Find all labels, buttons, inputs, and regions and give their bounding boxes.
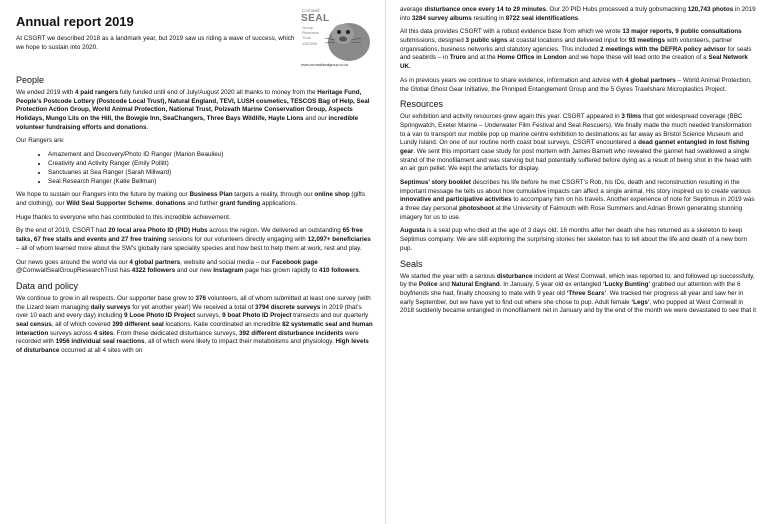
data-policy-heading: Data and policy [16, 280, 79, 291]
people-paragraph-2: We hope to sustain our Rangers into the future by making our Business Plan targets a reality, through our online shop (gifts and clothing), our Wild Seal Supporter Scheme, donations and further grant funding applications. [16, 191, 366, 208]
continued-paragraph: average disturbance once every 14 to 29 minutes. Our 20 PID Hubs processed a truly gobsmacking 120,743 photos in 2019 into 3284 survey albums resulting in 8722 seal identifications. [400, 6, 756, 22]
policy-paragraph-1: All this data provides CSGRT with a robust evidence base from which we wrote 13 major reports, 9 public consultations submissions, designed 3 public signs at coastal locations and delivered input for 93 meetings with volunteers, partner organisations, business networks and statutory agencies. This included 2 meetings with the DEFRA policy advisor for seals and seabirds – in Truro and at the Home Office in London and we hope these will lead onto the creation of a Seal Network UK. [400, 28, 752, 71]
title-block [16, 6, 301, 57]
list-item: • Creativity and Activity Ranger (Emily Pollitt) [48, 160, 373, 169]
rangers-list [16, 151, 373, 186]
people-paragraph-5: Our news goes around the world via our 4 global partners, website and social media – our Facebook page @CornwallSealGroupResearchTrust has 4322 followers and our new Instagram page has grown rapidly to 410 followers. [16, 258, 361, 275]
logo-subtitle-text: Group Research Trust 1152896 [302, 25, 320, 46]
logo-url-text: www.cornwallsealgroup.co.uk [301, 63, 349, 67]
seal-icon [321, 12, 373, 64]
list-item: • Seal Research Ranger (Katie Bellman) [48, 178, 373, 187]
people-paragraph-3: Huge thanks to everyone who has contributed to this incredible achievement. [16, 213, 231, 221]
resources-paragraph-3: Augusta is a seal pup who died at the age of 3 days old. 16 months after her death she has returned as a skeleton to keep Septimus company. We are still exploring the surprising stories her skeleton has to tell about the life and death of a new born pup. [400, 227, 747, 252]
page-title: Annual report 2019 [16, 14, 134, 29]
people-paragraph-1: We ended 2019 with 4 paid rangers fully funded until end of July/August 2020 all thanks to money from the Heritage Fund, People’s Postcode Lottery (Postcode Local Trust), Natural England, TEVI, LUSH cosmetics, TESCOS Bag of Help, Seal Protection Action Group, World Animal Protection, National Trust, Polzeath Marine Conservation Group, Aspects Holidays, Mungo Lils on the Hill, the Bowgie Inn, SeaChangers, Three Bays Wildlife, Hayle Lions and our incredible volunteer fundraising efforts and donations. [16, 89, 370, 131]
rangers-intro: Our Rangers are: [16, 137, 65, 145]
list-item: • Amazement and Discovery/Photo ID Ranger (Marion Beaulieu) [48, 151, 373, 160]
people-heading: People [16, 75, 45, 85]
logo-seal-text: SEAL [301, 13, 330, 24]
resources-paragraph-1: Our exhibition and activity resources grew again this year. CSGRT appeared in 3 films that got widespread coverage (BBC Springwatch, Exeter Marine – Underwater Film Festival and Seal Rescuers). We finally made the much needed transformation to a van to transport our mobile pop up marine centre exhibition to destinations as far away as Bristol Science Museum and Lundy Island. On one of our routine north coast boat surveys, CSGRT encountered a dead gannet entangled in lost fishing gear. We sent this important case study for post mortem with James Barnett who revealed the gannet had swallowed a single strand of the monofilament and was starving but had potentially suffered before dying as a result of being shot in the head with an air gun pellet. We kept the artefacts for display. [400, 113, 752, 173]
intro-paragraph: At CSGRT we described 2018 as a landmark year, but 2019 saw us riding a wave of success, which we hope to sustain into 2020. [16, 35, 295, 51]
data-paragraph-1: We continue to grow in all respects. Our supporter base grew to 376 volunteers, all of whom submitted at least one survey (with the Lizard team managing daily surveys for yet another year!) We received a total of 3794 discrete surveys in 2019 (that’s over 10 each and every day) including 9 Looe Photo ID Project surveys, 9 boat Photo ID Project transects and our quarterly seal census, all of which covered 399 different seal locations. Katie coordinated an incredible 82 systematic seal and human interaction surveys across 4 sites. From these dedicated disturbance surveys, 392 different disturbance incidents were recorded with 1956 individual seal reactions, all of which were likely to impact their metabolisms and physiology. High levels of disturbance occurred at all 4 sites with on [16, 294, 373, 354]
logo-cornwall-text: Cornwall [302, 8, 320, 13]
seals-heading: Seals [400, 258, 423, 269]
resources-paragraph-2: Septimus’ story booklet describes his life before he met CSGRT’s Rob, his IDs, death and reconstruction resulting in the important message he tells us about how cumulative impacts can affect a single animal. His story inspired us to create various innovative and participative activities to accompany him on his travels. Another experience of note for Septimus in 2019 was a three day personal photoshoot at the University of Falmouth with Rose Summers and Adrian Brown generating stunning imagery for us to use. [400, 179, 755, 221]
seals-paragraph-1: We started the year with a serious disturbance incident at West Cornwall, which was reported to, and followed up successfully, by the Police and Natural England. In January, 5 year old ex entangled ‘Lucky Bunting’ grabbed our attention with the 6 boyfriends she had, finally choosing to mate with 9 year old ‘Three Scars’. We tracked her progress all year and saw her in early September, but we have yet to find out where she chose to pup. Adult female ‘Legs’, who pupped at West Cornwall in 2018 suddenly became entangled in monofilament net in January and by the end of the month we were devastated to see that it [400, 272, 757, 315]
people-paragraph-4: By the end of 2019, CSGRT had 20 local area Photo ID (PID) Hubs across the region. We delivered an outstanding 65 free talks, 67 free stalls and events and 27 free training sessions for our volunteers directly engaging with 12,097+ beneficiaries – all of whom learned more about the SW’s globally rare speciality species and how best to help them at work, rest and play. [16, 227, 371, 252]
cornwall-seal-group-logo [301, 8, 373, 70]
right-page [385, 0, 770, 524]
resources-heading: Resources [400, 99, 444, 110]
title-row [16, 6, 373, 70]
list-item: • Sanctuaries at Sea Ranger (Sarah Millward) [48, 169, 373, 178]
policy-paragraph-2: As in previous years we continue to share evidence, information and advice with 4 global partners – World Animal Protection, the Global Ghost Gear Initiative, the Pinniped Entanglement Group and the 5 Gyres Trawlshare Microplastics Project. [400, 76, 752, 93]
